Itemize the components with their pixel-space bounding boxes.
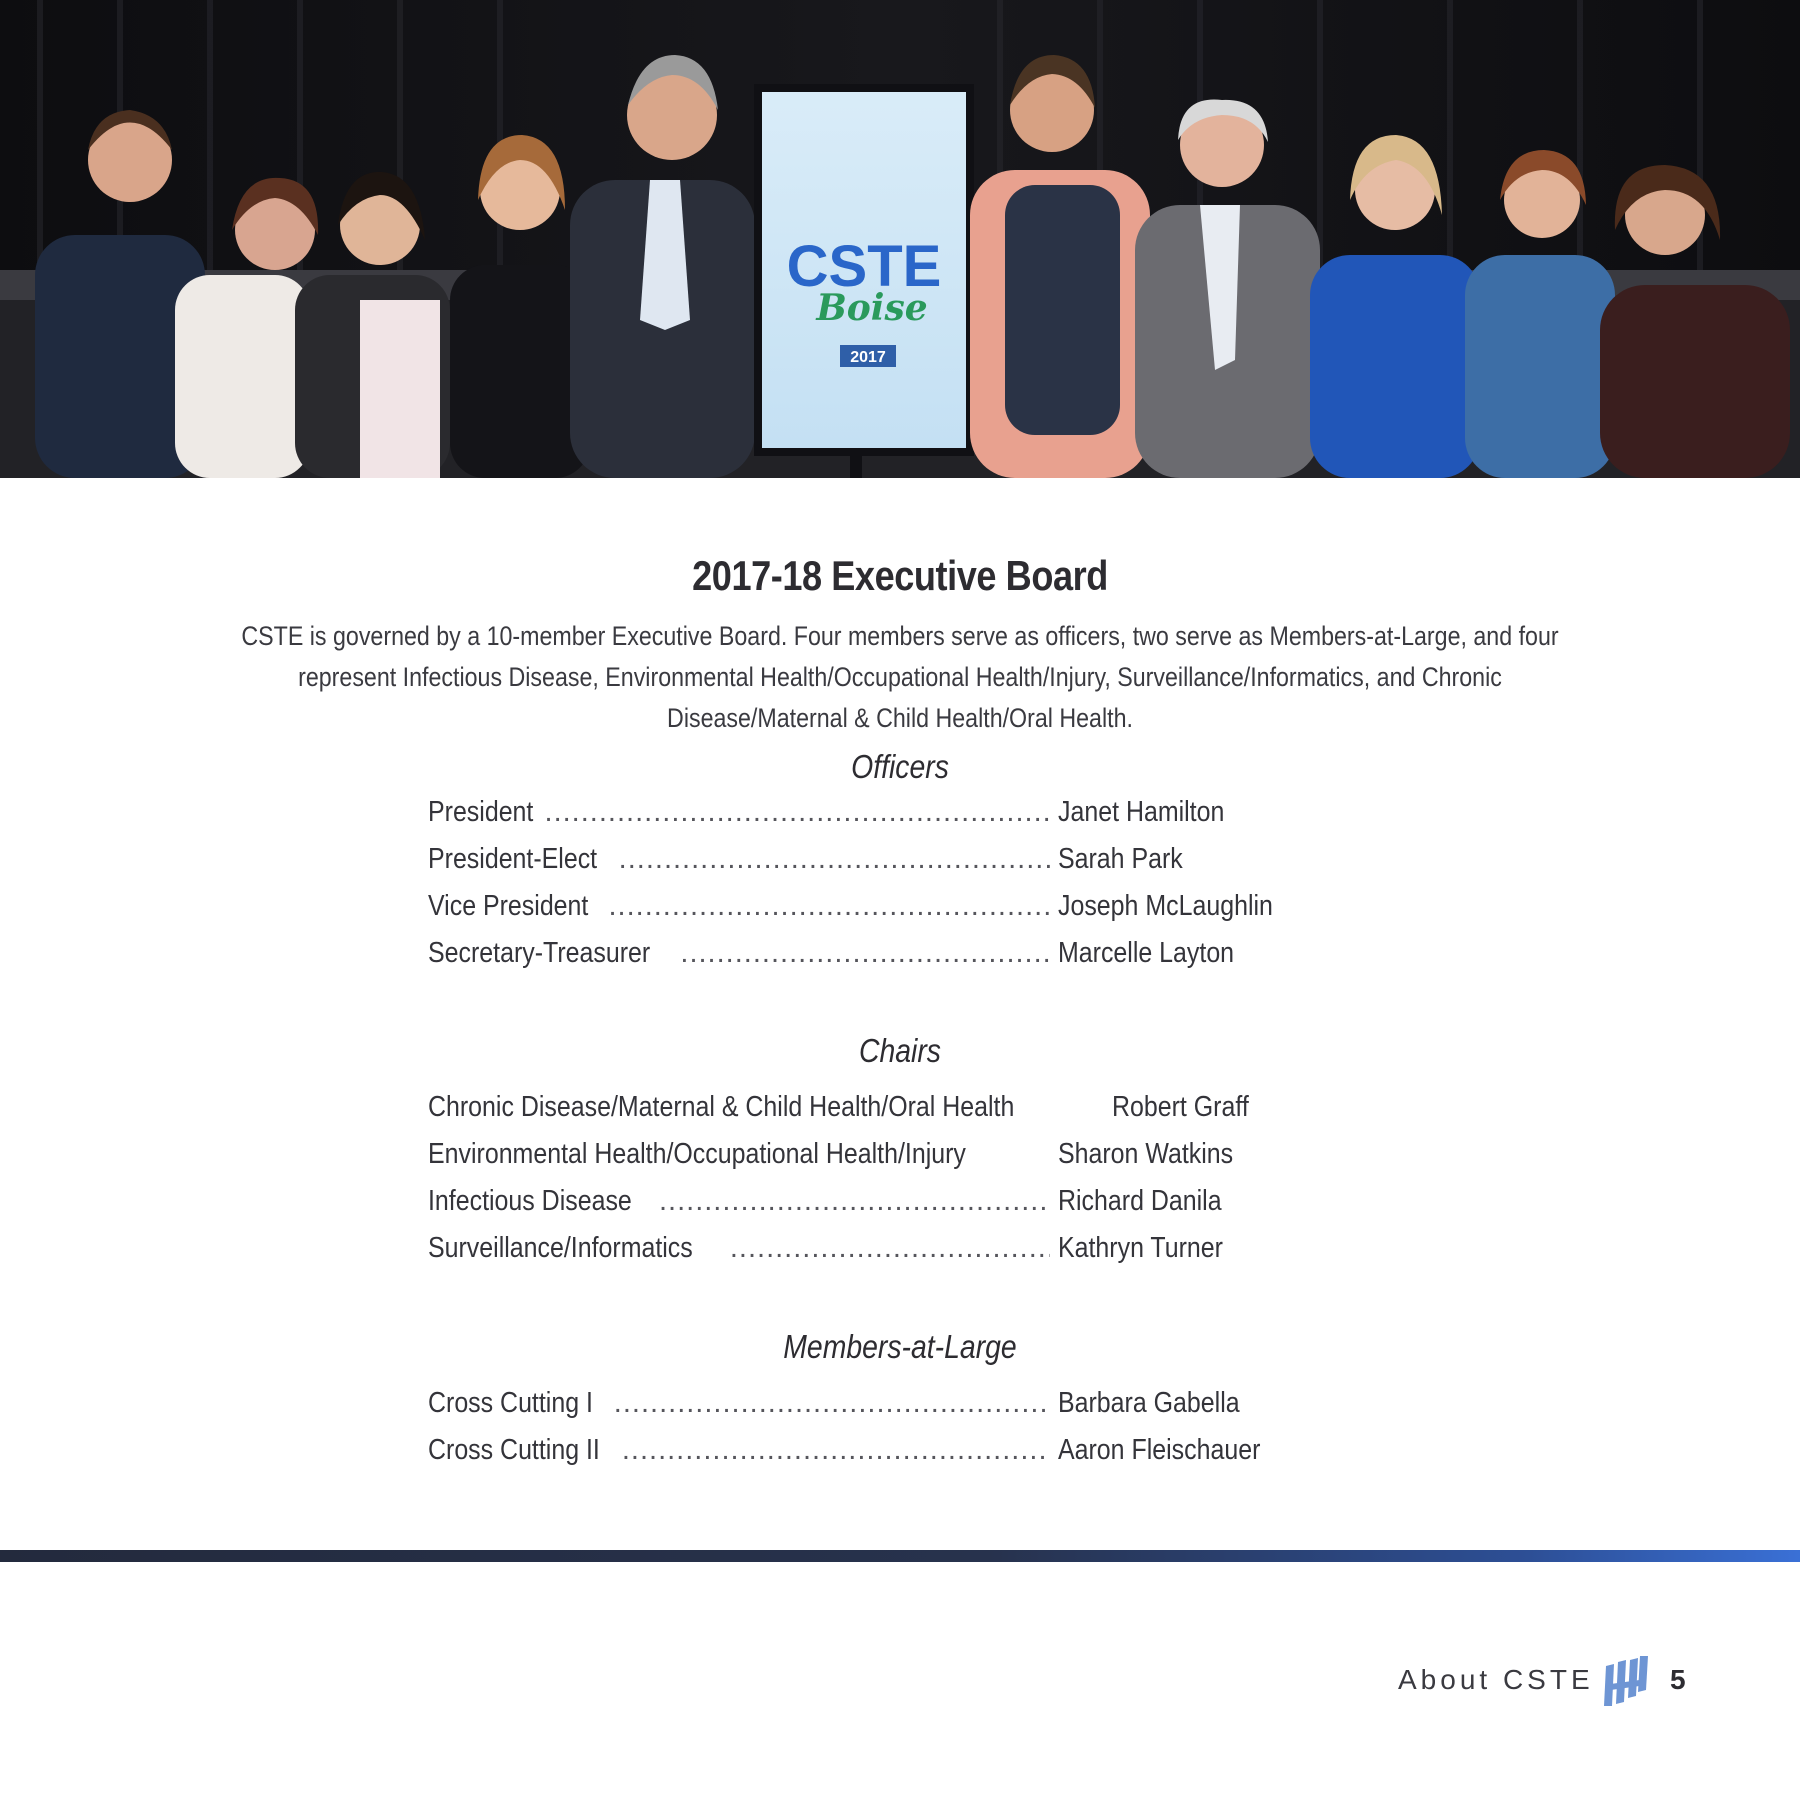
member-name: Barbara Gabella (1058, 1387, 1240, 1419)
role-label: Cross Cutting II (428, 1434, 600, 1466)
member-name: Janet Hamilton (1058, 796, 1225, 828)
dot-leader (680, 937, 1050, 970)
member-name: Kathryn Turner (1058, 1232, 1223, 1264)
dot-leader (659, 1185, 1050, 1218)
sign-subtitle: Boise (816, 287, 928, 329)
members-at-large-heading: Members-at-Large (783, 1328, 1017, 1365)
chairs-heading: Chairs (858, 1032, 941, 1069)
role-label: Surveillance/Informatics (428, 1232, 693, 1264)
roster-row (428, 796, 1368, 843)
roster-row (428, 843, 1368, 890)
member-name: Richard Danila (1058, 1185, 1222, 1217)
role-label: Infectious Disease (428, 1185, 632, 1217)
page-number: 5 (1670, 1664, 1686, 1695)
cste-boise-sign (754, 84, 974, 478)
role-label: Secretary-Treasurer (428, 937, 651, 969)
role-label: Environmental Health/Occupational Health/Injury (428, 1138, 966, 1170)
sign-year: 2017 (850, 349, 886, 366)
role-label: Chronic Disease/Maternal & Child Health/Oral Health (428, 1091, 1015, 1123)
member-name: Sharon Watkins (1058, 1138, 1234, 1170)
dot-leader (614, 1387, 1050, 1420)
dot-leader (1047, 1138, 1050, 1171)
dot-leader (730, 1232, 1050, 1265)
roster-row (428, 1138, 1368, 1185)
chairs-list (428, 1091, 1368, 1279)
role-label: Vice President (428, 890, 589, 922)
roster-row (428, 1232, 1368, 1279)
members-at-large-list (428, 1387, 1368, 1481)
dot-leader (619, 843, 1050, 876)
dot-leader (608, 890, 1050, 923)
intro-paragraph: CSTE is governed by a 10-member Executive Board. Four members serve as officers, two serve as Members-at-Large, and four represent Infectious Disease, Environmental Health/Occupational Health/Injury, Surveillance/Informatics, and Chronic Disease/Maternal & Child Health/Oral Health. (241, 621, 1559, 733)
roster-row (428, 890, 1368, 937)
member-name: Robert Graff (1111, 1091, 1249, 1123)
member-name: Marcelle Layton (1058, 937, 1235, 969)
dot-leader (622, 1434, 1050, 1467)
sign-title: CSTE (786, 234, 942, 299)
roster-row (428, 1091, 1368, 1138)
officers-heading: Officers (851, 748, 949, 785)
role-label: President-Elect (428, 843, 598, 875)
page-title: 2017-18 Executive Board (692, 552, 1108, 599)
section-label: About CSTE (1398, 1664, 1594, 1695)
cste-logo-icon (1602, 1656, 1650, 1708)
officers-list (428, 796, 1368, 984)
dot-leader (545, 796, 1050, 829)
member-name: Sarah Park (1058, 843, 1183, 875)
board-group-photo (0, 0, 1800, 478)
roster-row (428, 1434, 1368, 1481)
role-label: Cross Cutting I (428, 1387, 593, 1419)
roster-row (428, 1387, 1368, 1434)
roster-row (428, 937, 1368, 984)
footer-rule (0, 1550, 1800, 1562)
member-name: Aaron Fleischauer (1058, 1434, 1261, 1466)
role-label: President (428, 796, 534, 828)
roster-row (428, 1185, 1368, 1232)
member-name: Joseph McLaughlin (1058, 890, 1273, 922)
